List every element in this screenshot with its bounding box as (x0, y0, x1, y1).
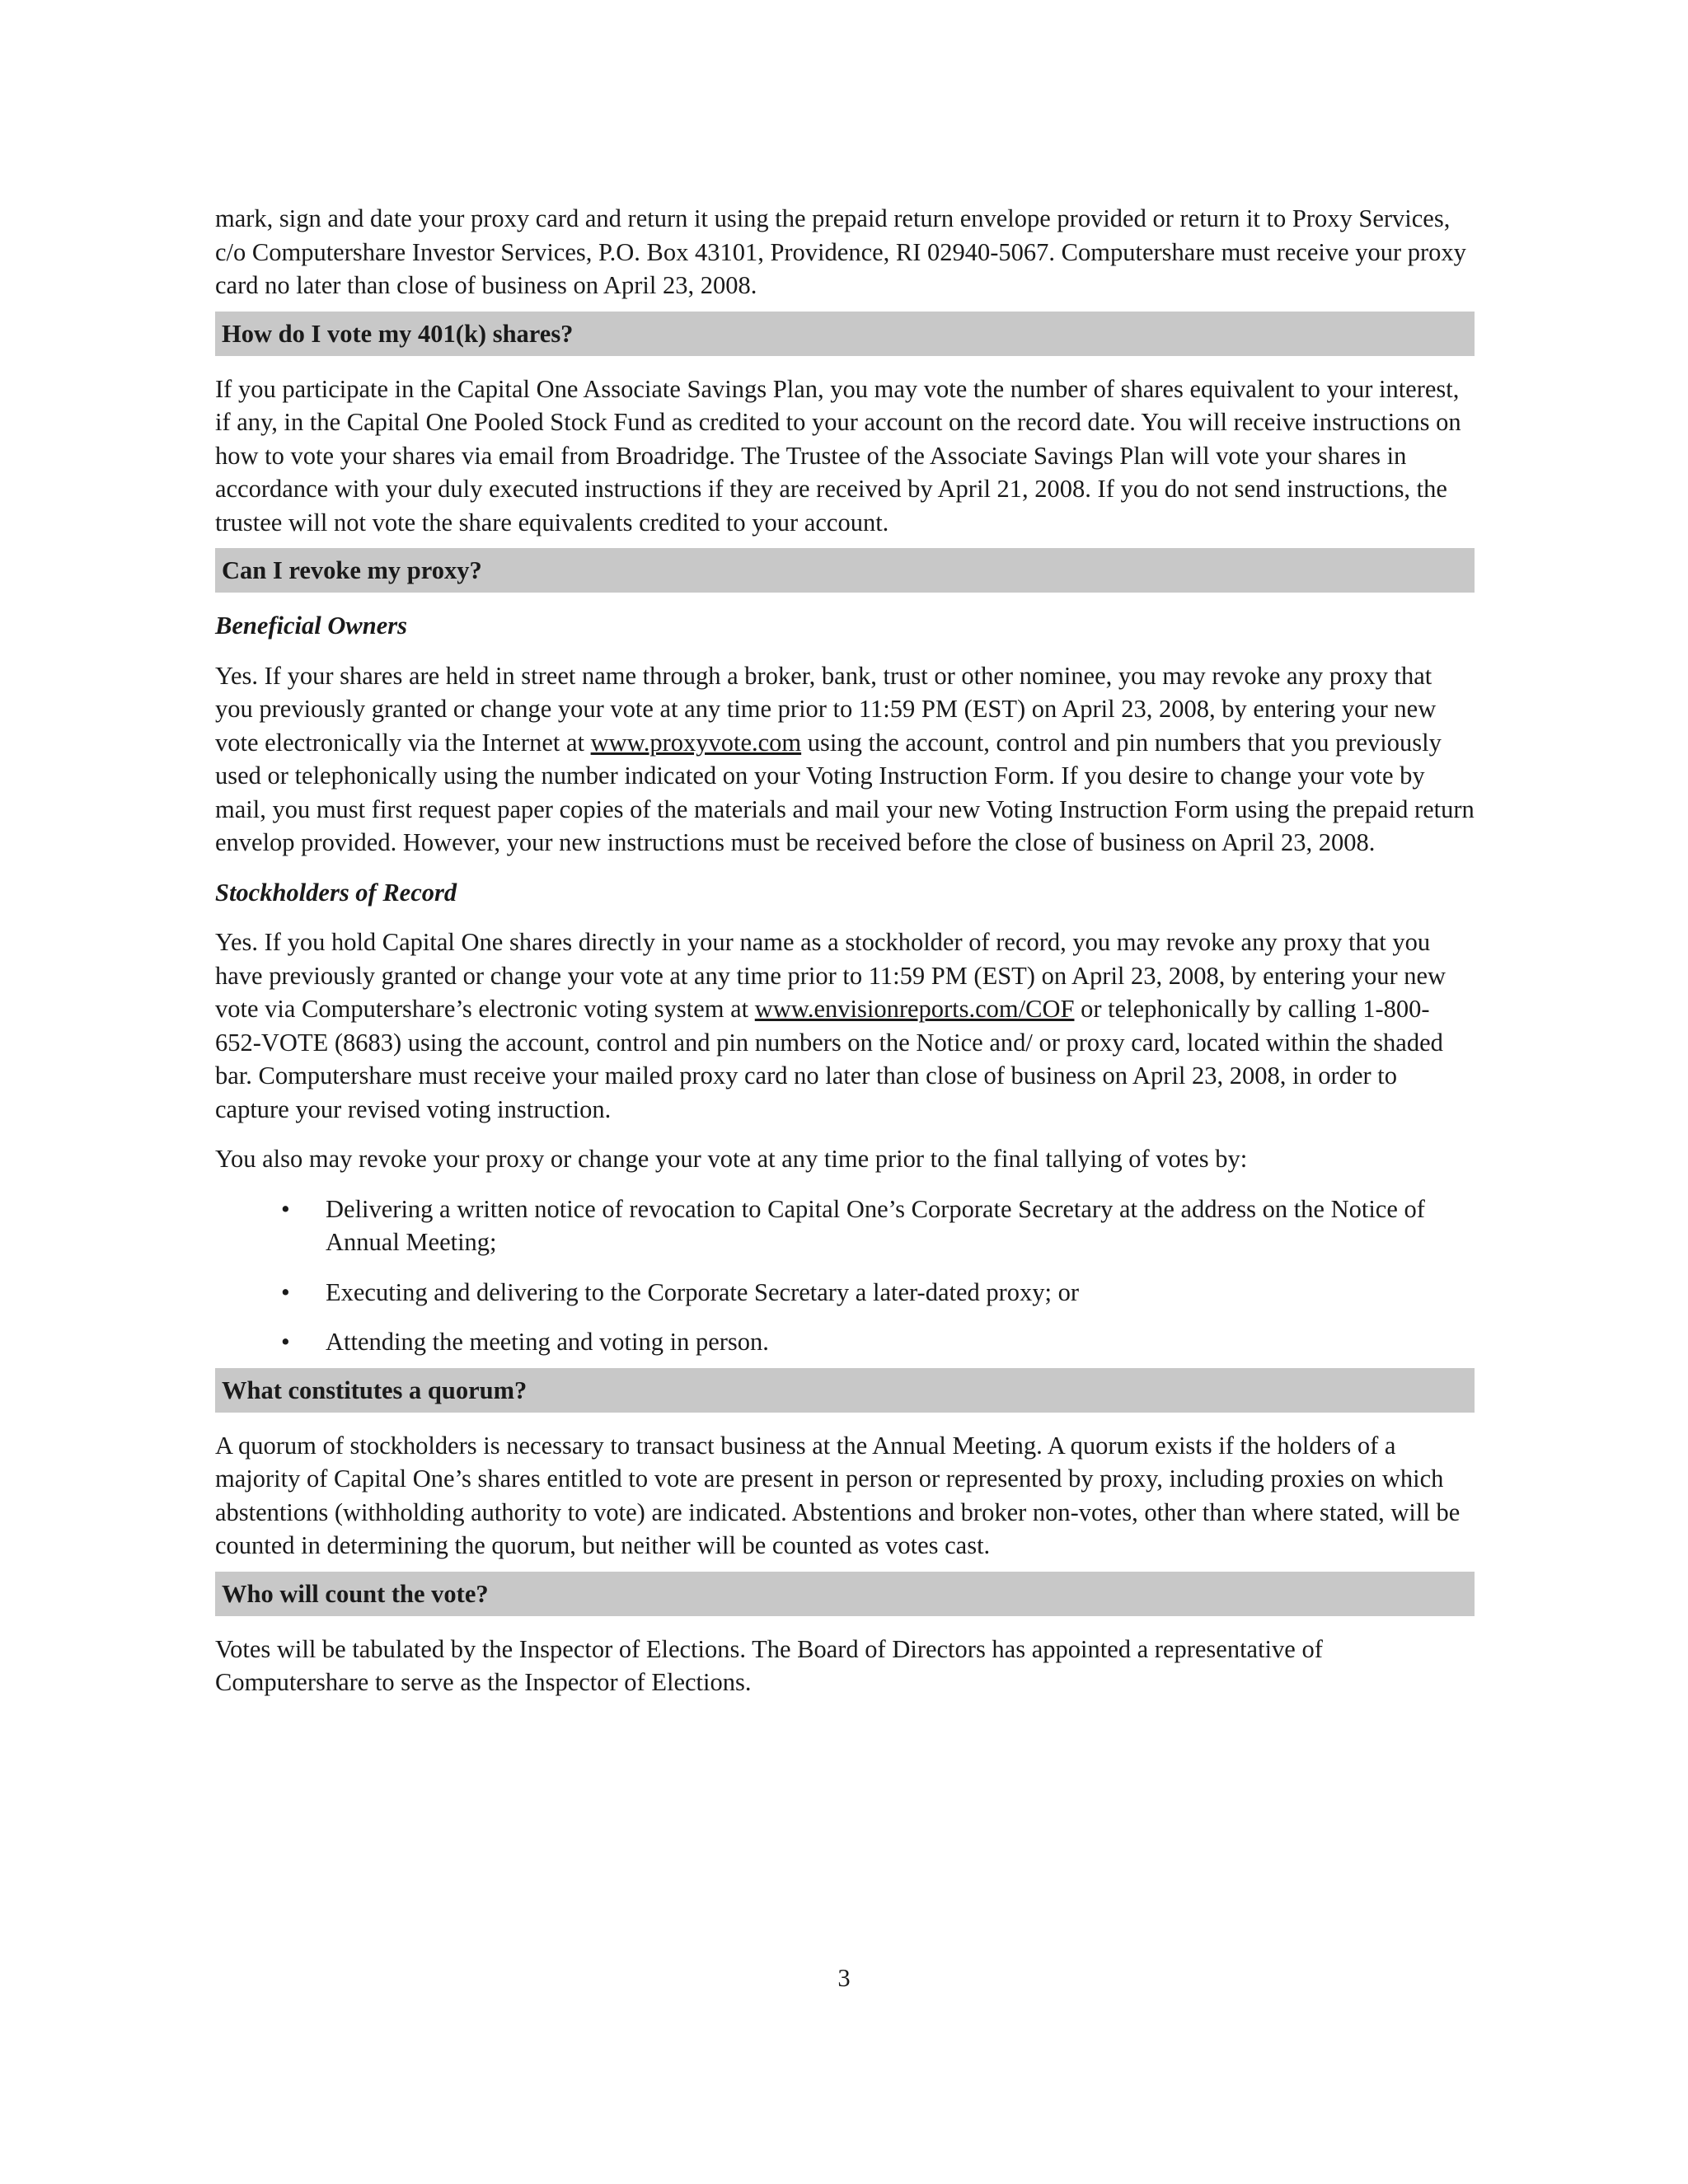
section-quorum-body: A quorum of stockholders is necessary to transact business at the Annual Meeting. A quorum exists if the holders of a majority of Capital One’s shares entitled to vote are present in person or represented by proxy, including proxies on which abstentions (withholding authority to vote) are indicated. Abstentions and broker non-votes, other than where stated, will be counted in determining the quorum, but neither will be counted as votes cast. (215, 1431, 1461, 1559)
envisionreports-link[interactable]: www.envisionreports.com/COF (754, 995, 1075, 1023)
bullet-icon: • (281, 1194, 290, 1223)
beneficial-text-before-link: Yes. If your shares are held in street name through a broker, bank, trust or other nominee, you may revoke any proxy that you previously granted or change your vote at any time prior to 11:59 PM (EST) on April 23, 2008, by entering your new vote electronically via the Internet at (215, 661, 1437, 757)
intro-paragraph: mark, sign and date your proxy card and return it using the prepaid return envelope provided or return it to Proxy Services, c/o Computershare Investor Services, P.O. Box 43101, Providence, RI 02940-5067. Computershare must receive your proxy card no later than close of business on April 23, 2008. (215, 204, 1466, 299)
proxyvote-link[interactable]: www.proxyvote.com (590, 728, 802, 757)
section-heading-401k: How do I vote my 401(k) shares? (215, 312, 1475, 356)
list-item (215, 1325, 1475, 1359)
subheading-beneficial-owners: Beneficial Owners (215, 612, 407, 640)
list-item (215, 1193, 1475, 1259)
list-item-text: Executing and delivering to the Corporate Secretary a later-dated proxy; or (326, 1277, 1080, 1306)
record-text-after-link: or telephonically by calling 1-800-652-VOTE (8683) using the account, control and pin numbers on the Notice and/ or proxy card, located within the shaded bar. Computershare must receive your mailed proxy card no later than close of business on April 23, 2008, in order to capture your revised voting instruction. (215, 995, 1443, 1123)
record-text-before-link: Yes. If you hold Capital One shares directly in your name as a stockholder of record, you may revoke any proxy that you have previously granted or change your vote at any time prior to 11:59 PM (EST) on April 23, 2008, by entering your new vote via Computershare’s electronic voting system at (215, 928, 1447, 1023)
revoke-methods-intro: You also may revoke your proxy or change your vote at any time prior to the final tallying of votes by: (215, 1145, 1248, 1173)
beneficial-owners-paragraph (215, 659, 1475, 860)
page-number: 3 (837, 1964, 851, 1992)
document-page (215, 202, 1475, 1699)
section-heading-count: Who will count the vote? (215, 1572, 1475, 1616)
list-item (215, 1276, 1475, 1310)
subheading-stockholders-of-record: Stockholders of Record (215, 878, 457, 907)
section-heading-quorum: What constitutes a quorum? (215, 1368, 1475, 1413)
bullet-icon: • (281, 1328, 290, 1356)
beneficial-text-after-link: using the account, control and pin numbers that you previously used or telephonically using the number indicated on your Voting Instruction Form. If you desire to change your vote by mail, you must first request paper copies of the materials and mail your new Voting Instruction Form using the prepaid return envelop provided. However, your new instructions must be received before the close of business on April 23, 2008. (215, 728, 1475, 856)
revoke-methods-list (215, 1193, 1475, 1359)
stockholders-of-record-paragraph (215, 926, 1475, 1126)
list-item-text: Attending the meeting and voting in person. (326, 1328, 769, 1356)
section-heading-revoke: Can I revoke my proxy? (215, 548, 1475, 593)
section-count-body: Votes will be tabulated by the Inspector of Elections. The Board of Directors has appointed a representative of Computershare to serve as the Inspector of Elections. (215, 1634, 1323, 1696)
bullet-icon: • (281, 1277, 290, 1306)
section-401k-body: If you participate in the Capital One Associate Savings Plan, you may vote the number of shares equivalent to your interest, if any, in the Capital One Pooled Stock Fund as credited to your account on the record date. You will receive instructions on how to vote your shares via email from Broadridge. The Trustee of the Associate Savings Plan will vote your shares in accordance with your duly executed instructions if they are received by April 21, 2008. If you do not send instructions, the trustee will not vote the share equivalents credited to your account. (215, 374, 1461, 537)
list-item-text: Delivering a written notice of revocation to Capital One’s Corporate Secretary at the address on the Notice of Annual Meeting; (326, 1194, 1425, 1256)
